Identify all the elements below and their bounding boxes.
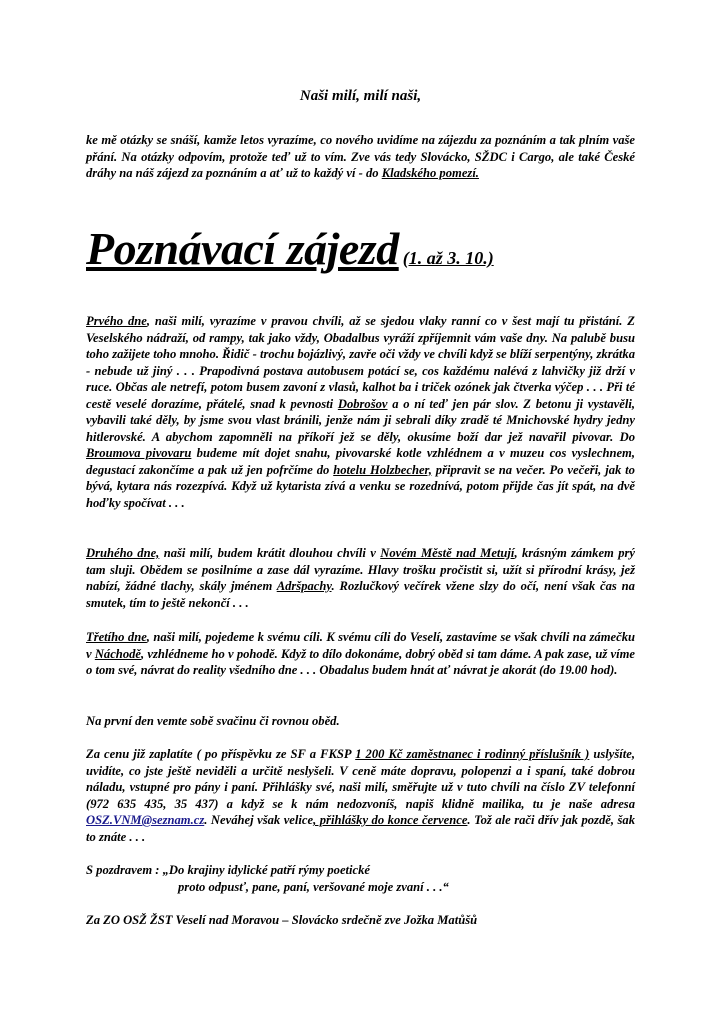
hotel-name: hotelu Holzbecher, [333,462,432,477]
closing-verse [86,862,635,895]
day1-label: Prvého dne [86,314,147,328]
day3-town: Náchodě [94,646,141,661]
fort-name: Dobrošov [337,396,388,411]
price-text-4: . Tož ale rači dřív jak pozdě, šak to znáte . . . [86,813,636,844]
snack-note: Na první den vemte sobě svačinu či rovnou oběd. [86,714,340,728]
day1-text-3: budeme mít dojet snahu, pivovarské kotle vzhlédnem a v muzeu cos vyslechnem, degustací zakončíme a pak už jen pofrčíme do [86,446,635,477]
price-paragraph [86,746,635,845]
day2-text-3: . Rozlučkový večírek vžene slzy do očí, není však čas na smutek, tím to ještě nekončí . . . [86,579,635,610]
day2-text-2: , krásným zámkem prý tam sluji. Obědem se posilníme a zase dál vyrazíme. Hlavy trošku pročistit si, užít si přírodní krásy, jež nabízí, žádné tlachy, skály jménem [86,546,635,593]
price-text-1: Za cenu již zaplatíte ( po příspěvku ze SF a FKSP [86,747,356,761]
price-text-2: uslyšíte, uvidíte, co jste ještě neviděli a určitě neslyšeli. V ceně máte dopravu, polopenzi a i spaní, také dobrou náladu, vstupné pro pány i paní. Přihlášky své, naši milí, směřujte už v tuto chvíli na číslo ZV telefonní (972 635 435, 35 437) a když se k nám nedozvoníš, napiš klidně mailika, tu je naše adresa [86,747,635,811]
price-amount: 1 200 Kč zaměstnanec i rodinný příslušník ) [355,747,590,761]
signature: Za ZO OSŽ ŽST Veselí nad Moravou – Slovácko srdečně zve Jožka Matůšů [86,913,478,927]
greeting: Naši milí, milí naši, [299,88,422,104]
rocks-name: Adršpachy [276,579,332,593]
day1-text-2: a o ní teď jen pár slov. Z betonu ji vystavěli, vybavili také děly, by jsme svou vlast bránili, jenže nám ji sebrali díky zradě té Mnichovské hydry jedny hitlerovské. A abychom zapomněli na příkoří jež se děly, okusíme boží dar jež navařil pivovar. Do [86,396,635,444]
day2-town: Novém Městě nad Metují [380,546,515,560]
region-name: Kladského pomezí. [381,166,479,180]
day2-label: Druhého dne, [86,546,160,560]
closing-line-2: proto odpusť, pane, paní, veršované moje zvaní . . .“ [178,879,449,894]
day3-label: Třetího dne [86,630,147,644]
closing-line-1: S pozdravem : „Do krajiny idylické patří rýmy poetické [86,863,371,877]
day3-text-2: , vzhlédneme ho v pohodě. Když to dílo dokonáme, dobrý oběd si tam dáme. A pak zase, už víme o tom své, návrat do reality všedního dne . . . Obadalus budem hnát ať návrat je akorát (do 19.00 hod). [86,646,635,677]
day2-text-1: naši milí, budem krátit dlouhou chvíli v [159,546,381,560]
day2-paragraph [86,545,635,611]
brewery-name: Broumova pivovaru [86,446,192,460]
day1-paragraph [86,313,635,511]
intro-paragraph [86,132,635,182]
day1-text-1: , naši milí, vyrazíme v pravou chvíli, až se sjedou vlaky ranní co v šest mají tu přistání. Z Veselského nádraží, od rampy, tak jako vždy, Obadalbus vyráží zpříjemnit vám vaše dny. Na palubě busu toho zažijete toho mnoho. Řidič - trochu bojázlivý, zavře oči vždy ve chvíli když se blíží serpentýny, zkrátka - nebude už jiný . . . Prapodivná postava autobusem potácí se, cos každému nalévá z lahvičky již drží v ruce. Občas ale netrefí, potom busem zavoní z vlasů, kalhot ba i triček ozónek jak čtverka výčep . . . Při té cestě veselé dorazíme, přátelé, snad k pevnosti [86,314,635,411]
intro-text: ke mě otázky se snáší, kamže letos vyrazíme, co nového uvidíme na zájezdu za poznáním a tak plním vaše přání. Na otázky odpovím, protože teď už to vím. Zve vás tedy Slovácko, SŽDC i Cargo, ale také České dráhy na náš zájezd za poznáním a ať už to každý ví - do [86,133,635,180]
email-link[interactable]: OSZ.VNM@seznam.cz [86,813,205,827]
title-dates: (1. až 3. 10.) [402,248,494,268]
day3-paragraph [86,629,635,679]
price-text-3: . Neváhej však velice [204,813,314,827]
deadline: , přihlášky do konce července [313,813,468,827]
title-main: Poznávací zájezd [86,223,399,274]
day3-text-1: , naši milí, pojedeme k svému cíli. K svému cíli do Veselí, zastavíme se však chvíli na zámečku v [86,630,635,661]
day1-text-4: připravit se na večer. Po večeři, jak to bývá, kytara nás rozezpívá. Když už kytarista zívá a venku se rozednívá, potom přijde čas jít spát, na dvě hoďky spočívat . . . [86,462,635,510]
page-title [86,222,646,275]
